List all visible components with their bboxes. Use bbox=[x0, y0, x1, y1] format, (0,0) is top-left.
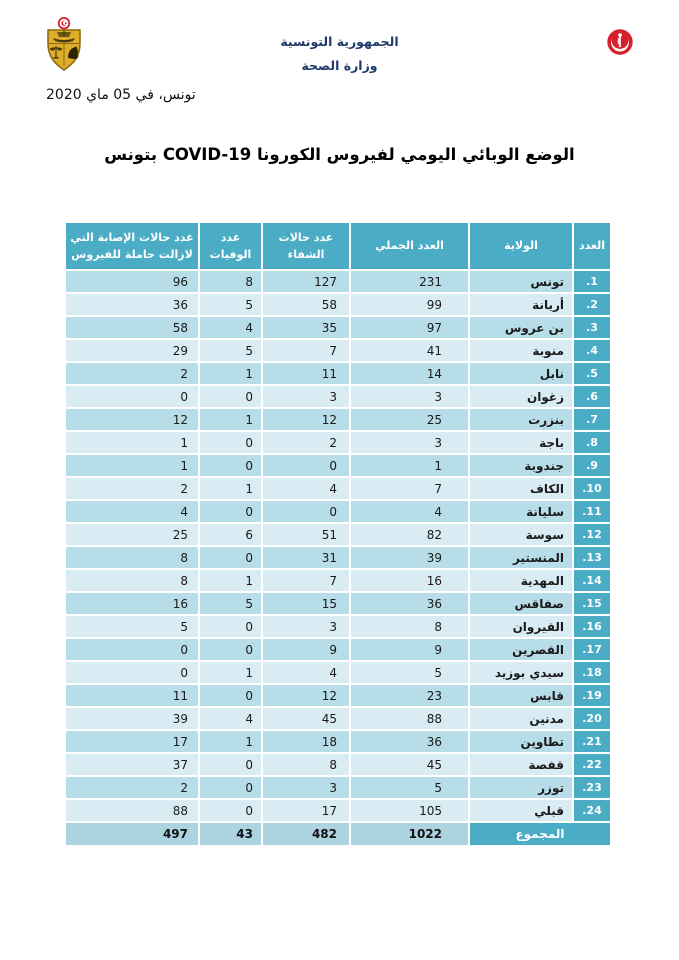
row-index-cell: .17 bbox=[574, 639, 610, 660]
active-cases-cell: 0 bbox=[66, 639, 198, 660]
deaths-cell: 1 bbox=[200, 363, 261, 384]
total-cases-cell: 23 bbox=[351, 685, 468, 706]
table-row bbox=[66, 317, 610, 338]
table-row bbox=[66, 409, 610, 430]
row-index-cell: .18 bbox=[574, 662, 610, 683]
deaths-cell: 5 bbox=[200, 294, 261, 315]
deaths-cell: 0 bbox=[200, 800, 261, 821]
recovered-cases-cell: 0 bbox=[263, 455, 349, 476]
row-index-cell: .7 bbox=[574, 409, 610, 430]
row-index-cell: .14 bbox=[574, 570, 610, 591]
active-cases-cell: 4 bbox=[66, 501, 198, 522]
row-index-cell: .1 bbox=[574, 271, 610, 292]
total-recovered-cell: 482 bbox=[263, 823, 349, 845]
table-row bbox=[66, 800, 610, 821]
total-cases-cell: 9 bbox=[351, 639, 468, 660]
row-index-cell: .2 bbox=[574, 294, 610, 315]
row-index-cell: .12 bbox=[574, 524, 610, 545]
recovered-cases-cell: 58 bbox=[263, 294, 349, 315]
total-cases-cell: 99 bbox=[351, 294, 468, 315]
recovered-cases-cell: 4 bbox=[263, 662, 349, 683]
active-cases-cell: 8 bbox=[66, 547, 198, 568]
recovered-cases-cell: 0 bbox=[263, 501, 349, 522]
total-cases-cell: 88 bbox=[351, 708, 468, 729]
row-index-cell: .24 bbox=[574, 800, 610, 821]
total-cases-cell: 14 bbox=[351, 363, 468, 384]
deaths-cell: 5 bbox=[200, 340, 261, 361]
governorate-cell: توزر bbox=[470, 777, 572, 798]
recovered-cases-cell: 3 bbox=[263, 777, 349, 798]
deaths-cell: 0 bbox=[200, 386, 261, 407]
column-header-deaths: عدد الوفيات bbox=[200, 223, 261, 269]
active-cases-cell: 1 bbox=[66, 455, 198, 476]
governorate-cell: تونس bbox=[470, 271, 572, 292]
table-row bbox=[66, 570, 610, 591]
governorate-cell: سيدي بوزيد bbox=[470, 662, 572, 683]
header-row bbox=[66, 223, 610, 269]
row-index-cell: .20 bbox=[574, 708, 610, 729]
total-cases-cell: 5 bbox=[351, 662, 468, 683]
row-index-cell: .21 bbox=[574, 731, 610, 752]
deaths-cell: 0 bbox=[200, 685, 261, 706]
recovered-cases-cell: 127 bbox=[263, 271, 349, 292]
page-title: الوضع الوبائي اليومي لفيروس الكورونا COVID-19 بتونس bbox=[104, 145, 575, 164]
table-row bbox=[66, 524, 610, 545]
governorate-cell: قبلي bbox=[470, 800, 572, 821]
governorate-cell: منوبة bbox=[470, 340, 572, 361]
active-cases-cell: 39 bbox=[66, 708, 198, 729]
ministry-of-health-logo-icon bbox=[606, 28, 634, 56]
recovered-cases-cell: 31 bbox=[263, 547, 349, 568]
governorate-cell: قفصة bbox=[470, 754, 572, 775]
date-line: تونس، في 05 ماي 2020 bbox=[46, 87, 196, 103]
total-label-cell: المجموع bbox=[470, 823, 610, 845]
table-row bbox=[66, 754, 610, 775]
active-cases-cell: 88 bbox=[66, 800, 198, 821]
governorate-cell: القصرين bbox=[470, 639, 572, 660]
total-cases-cell: 45 bbox=[351, 754, 468, 775]
table-row bbox=[66, 363, 610, 384]
row-index-cell: .3 bbox=[574, 317, 610, 338]
governorate-cell: الكاف bbox=[470, 478, 572, 499]
total-cases-cell: 8 bbox=[351, 616, 468, 637]
deaths-cell: 0 bbox=[200, 754, 261, 775]
recovered-cases-cell: 7 bbox=[263, 570, 349, 591]
grand-total-cell: 1022 bbox=[351, 823, 468, 845]
governorate-cell: جندوبة bbox=[470, 455, 572, 476]
deaths-cell: 8 bbox=[200, 271, 261, 292]
recovered-cases-cell: 11 bbox=[263, 363, 349, 384]
deaths-cell: 5 bbox=[200, 593, 261, 614]
column-header-total: العدد الجملي bbox=[351, 223, 468, 269]
row-index-cell: .11 bbox=[574, 501, 610, 522]
total-cases-cell: 41 bbox=[351, 340, 468, 361]
deaths-cell: 0 bbox=[200, 501, 261, 522]
total-cases-cell: 231 bbox=[351, 271, 468, 292]
covid-report-table bbox=[64, 221, 612, 847]
governorate-cell: زغوان bbox=[470, 386, 572, 407]
active-cases-cell: 16 bbox=[66, 593, 198, 614]
active-cases-cell: 29 bbox=[66, 340, 198, 361]
total-cases-cell: 1 bbox=[351, 455, 468, 476]
table-row bbox=[66, 685, 610, 706]
total-deaths-cell: 43 bbox=[200, 823, 261, 845]
total-cases-cell: 36 bbox=[351, 593, 468, 614]
table-row bbox=[66, 432, 610, 453]
deaths-cell: 4 bbox=[200, 317, 261, 338]
active-cases-cell: 36 bbox=[66, 294, 198, 315]
governorate-cell: باجة bbox=[470, 432, 572, 453]
active-cases-cell: 12 bbox=[66, 409, 198, 430]
active-cases-cell: 2 bbox=[66, 478, 198, 499]
governorate-cell: القيروان bbox=[470, 616, 572, 637]
column-header-recovered: عدد حالات الشفاء bbox=[263, 223, 349, 269]
deaths-cell: 1 bbox=[200, 662, 261, 683]
table-row bbox=[66, 731, 610, 752]
row-index-cell: .19 bbox=[574, 685, 610, 706]
total-cases-cell: 5 bbox=[351, 777, 468, 798]
table-row bbox=[66, 616, 610, 637]
row-index-cell: .13 bbox=[574, 547, 610, 568]
total-cases-cell: 16 bbox=[351, 570, 468, 591]
recovered-cases-cell: 15 bbox=[263, 593, 349, 614]
total-cases-cell: 4 bbox=[351, 501, 468, 522]
row-index-cell: .4 bbox=[574, 340, 610, 361]
recovered-cases-cell: 3 bbox=[263, 616, 349, 637]
governorate-cell: قابس bbox=[470, 685, 572, 706]
deaths-cell: 0 bbox=[200, 455, 261, 476]
recovered-cases-cell: 8 bbox=[263, 754, 349, 775]
republic-title: الجمهورية التونسية bbox=[280, 34, 399, 49]
total-cases-cell: 36 bbox=[351, 731, 468, 752]
row-index-cell: .10 bbox=[574, 478, 610, 499]
governorate-cell: بنزرت bbox=[470, 409, 572, 430]
active-cases-cell: 17 bbox=[66, 731, 198, 752]
deaths-cell: 6 bbox=[200, 524, 261, 545]
governorate-cell: المهدية bbox=[470, 570, 572, 591]
table-row bbox=[66, 386, 610, 407]
row-index-cell: .5 bbox=[574, 363, 610, 384]
total-active-cell: 497 bbox=[66, 823, 198, 845]
recovered-cases-cell: 2 bbox=[263, 432, 349, 453]
table-row bbox=[66, 593, 610, 614]
total-cases-cell: 3 bbox=[351, 432, 468, 453]
deaths-cell: 4 bbox=[200, 708, 261, 729]
row-index-cell: .15 bbox=[574, 593, 610, 614]
active-cases-cell: 0 bbox=[66, 386, 198, 407]
column-header-index: العدد bbox=[574, 223, 610, 269]
column-header-wilaya: الولاية bbox=[470, 223, 572, 269]
recovered-cases-cell: 9 bbox=[263, 639, 349, 660]
governorate-cell: تطاوين bbox=[470, 731, 572, 752]
active-cases-cell: 11 bbox=[66, 685, 198, 706]
deaths-cell: 1 bbox=[200, 478, 261, 499]
government-header bbox=[0, 36, 679, 72]
deaths-cell: 1 bbox=[200, 731, 261, 752]
governorate-cell: صفاقس bbox=[470, 593, 572, 614]
active-cases-cell: 37 bbox=[66, 754, 198, 775]
ministry-title: وزارة الصحة bbox=[301, 57, 378, 73]
active-cases-cell: 5 bbox=[66, 616, 198, 637]
deaths-cell: 0 bbox=[200, 777, 261, 798]
governorate-cell: سليانة bbox=[470, 501, 572, 522]
governorate-cell: سوسة bbox=[470, 524, 572, 545]
deaths-cell: 0 bbox=[200, 639, 261, 660]
table-footer bbox=[66, 823, 610, 845]
active-cases-cell: 96 bbox=[66, 271, 198, 292]
table-row bbox=[66, 708, 610, 729]
recovered-cases-cell: 18 bbox=[263, 731, 349, 752]
total-cases-cell: 7 bbox=[351, 478, 468, 499]
governorate-cell: أريانة bbox=[470, 294, 572, 315]
deaths-cell: 0 bbox=[200, 547, 261, 568]
table-header bbox=[66, 223, 610, 269]
governorate-cell: بن عروس bbox=[470, 317, 572, 338]
total-cases-cell: 105 bbox=[351, 800, 468, 821]
table-row bbox=[66, 340, 610, 361]
table-row bbox=[66, 478, 610, 499]
recovered-cases-cell: 35 bbox=[263, 317, 349, 338]
recovered-cases-cell: 45 bbox=[263, 708, 349, 729]
column-header-active: عدد حالات الإصابة التي لازالت حاملة للفيروس bbox=[66, 223, 198, 269]
recovered-cases-cell: 17 bbox=[263, 800, 349, 821]
total-cases-cell: 25 bbox=[351, 409, 468, 430]
row-index-cell: .8 bbox=[574, 432, 610, 453]
active-cases-cell: 2 bbox=[66, 363, 198, 384]
total-cases-cell: 97 bbox=[351, 317, 468, 338]
recovered-cases-cell: 12 bbox=[263, 685, 349, 706]
table-row bbox=[66, 501, 610, 522]
table-row bbox=[66, 294, 610, 315]
row-index-cell: .6 bbox=[574, 386, 610, 407]
row-index-cell: .23 bbox=[574, 777, 610, 798]
governorate-cell: المنستير bbox=[470, 547, 572, 568]
governorate-cell: نابل bbox=[470, 363, 572, 384]
active-cases-cell: 1 bbox=[66, 432, 198, 453]
active-cases-cell: 58 bbox=[66, 317, 198, 338]
recovered-cases-cell: 3 bbox=[263, 386, 349, 407]
table-row bbox=[66, 455, 610, 476]
total-cases-cell: 39 bbox=[351, 547, 468, 568]
deaths-cell: 1 bbox=[200, 570, 261, 591]
recovered-cases-cell: 4 bbox=[263, 478, 349, 499]
active-cases-cell: 25 bbox=[66, 524, 198, 545]
active-cases-cell: 2 bbox=[66, 777, 198, 798]
table-row bbox=[66, 777, 610, 798]
table-row bbox=[66, 547, 610, 568]
row-index-cell: .16 bbox=[574, 616, 610, 637]
row-index-cell: .22 bbox=[574, 754, 610, 775]
total-cases-cell: 3 bbox=[351, 386, 468, 407]
total-row bbox=[66, 823, 610, 845]
active-cases-cell: 0 bbox=[66, 662, 198, 683]
table-row bbox=[66, 662, 610, 683]
active-cases-cell: 8 bbox=[66, 570, 198, 591]
recovered-cases-cell: 51 bbox=[263, 524, 349, 545]
recovered-cases-cell: 12 bbox=[263, 409, 349, 430]
table-row bbox=[66, 639, 610, 660]
deaths-cell: 0 bbox=[200, 616, 261, 637]
recovered-cases-cell: 7 bbox=[263, 340, 349, 361]
governorate-cell: مدنين bbox=[470, 708, 572, 729]
table-body bbox=[66, 271, 610, 821]
deaths-cell: 1 bbox=[200, 409, 261, 430]
table-row bbox=[66, 271, 610, 292]
total-cases-cell: 82 bbox=[351, 524, 468, 545]
deaths-cell: 0 bbox=[200, 432, 261, 453]
row-index-cell: .9 bbox=[574, 455, 610, 476]
